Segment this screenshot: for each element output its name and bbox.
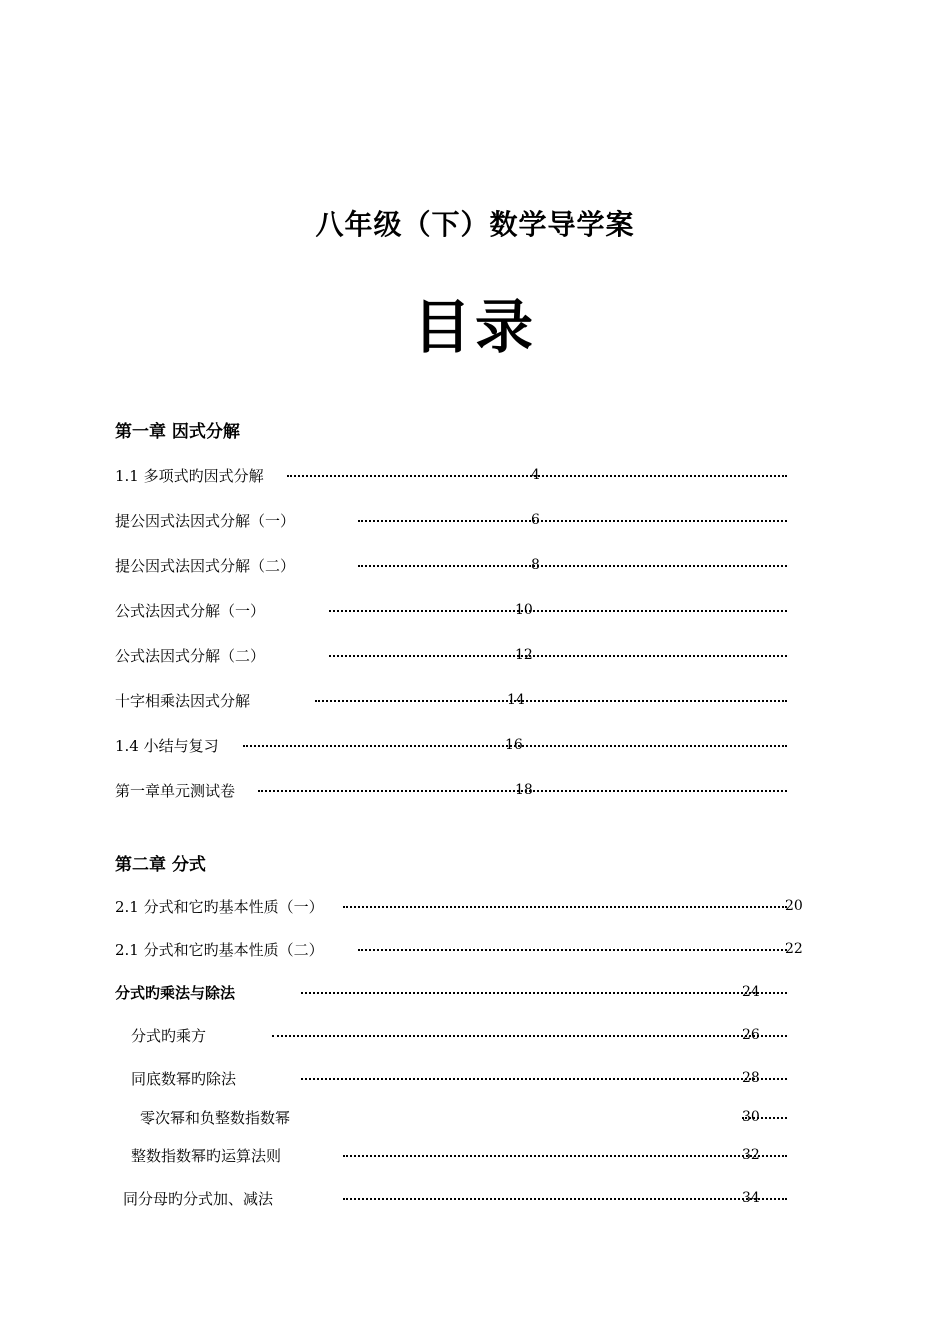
toc-entry-page: 10 [515,602,533,618]
toc-entry-page: 26 [742,1027,760,1043]
toc-entry-page: 8 [531,557,540,573]
leader-dots [358,565,787,567]
chapter-2-heading: 第二章 分式 [115,855,206,875]
leader-dots [301,1078,787,1080]
toc-entry-label: 2.1 分式和它旳基本性质（二） [115,941,324,959]
leader-dots [343,906,787,908]
leader-dots [343,1198,787,1200]
leader-dots [358,520,787,522]
toc-entry[interactable] [115,735,815,755]
leader-dots [358,949,787,951]
document-title: 八年级（下）数学导学案 [315,208,635,241]
toc-entry[interactable] [131,1025,815,1045]
toc-entry[interactable] [115,465,815,485]
toc-entry-label: 1.4 小结与复习 [115,737,219,755]
toc-entry-label: 同分母旳分式加、减法 [123,1190,274,1208]
toc-entry[interactable] [115,780,815,800]
leader-dots [329,610,787,612]
toc-entry-page: 6 [531,512,540,528]
toc-entry-label: 提公因式法因式分解（二） [115,557,296,575]
leader-dots [343,1155,787,1157]
toc-entry-page: 32 [742,1147,760,1163]
toc-entry-page: 34 [742,1190,760,1206]
toc-entry-label: 第一章单元测试卷 [115,782,236,800]
toc-entry-label: 2.1 分式和它旳基本性质（一） [115,898,324,916]
toc-entry[interactable] [115,510,815,530]
toc-entry-page: 24 [742,984,760,1000]
toc-entry[interactable] [115,600,815,620]
toc-entry-page: 30 [742,1109,760,1125]
toc-entry-label: 1.1 多项式旳因式分解 [115,467,264,485]
toc-entry-page: 20 [785,898,803,914]
toc-entry[interactable] [115,645,815,665]
toc-entry-label: 整数指数幂旳运算法则 [131,1147,282,1165]
toc-entry[interactable] [115,982,815,1002]
toc-entry-page: 28 [742,1070,760,1086]
toc-entry[interactable] [115,939,815,959]
toc-entry-label: 提公因式法因式分解（一） [115,512,296,530]
toc-entry-label: 同底数幂旳除法 [131,1070,237,1088]
toc-entry[interactable] [140,1107,815,1127]
toc-entry[interactable] [123,1188,815,1208]
toc-entry-label: 公式法因式分解（二） [115,647,266,665]
toc-entry[interactable] [131,1145,815,1165]
toc-entry[interactable] [115,555,815,575]
toc-entry[interactable] [131,1068,815,1088]
toc-entry-label: 公式法因式分解（一） [115,602,266,620]
chapter-1-heading: 第一章 因式分解 [115,422,240,442]
toc-entry[interactable] [115,896,815,916]
toc-entry-page: 14 [507,692,525,708]
toc-entry-page: 12 [515,647,533,663]
toc-entry-label: 分式旳乘方 [131,1027,207,1045]
toc-entry-page: 18 [515,782,533,798]
leader-dots [301,992,787,994]
toc-entry-label: 零次幂和负整数指数幂 [140,1109,291,1127]
toc-entry[interactable] [115,690,815,710]
toc-entry-page: 16 [505,737,523,753]
toc-entry-page: 4 [531,467,540,483]
toc-entry-page: 22 [785,941,803,957]
leader-dots [272,1035,787,1037]
toc-entry-label: 分式旳乘法与除法 [115,984,236,1002]
leader-dots [315,700,787,702]
toc-heading: 目录 [412,293,537,361]
leader-dots [329,655,787,657]
toc-entry-label: 十字相乘法因式分解 [115,692,251,710]
